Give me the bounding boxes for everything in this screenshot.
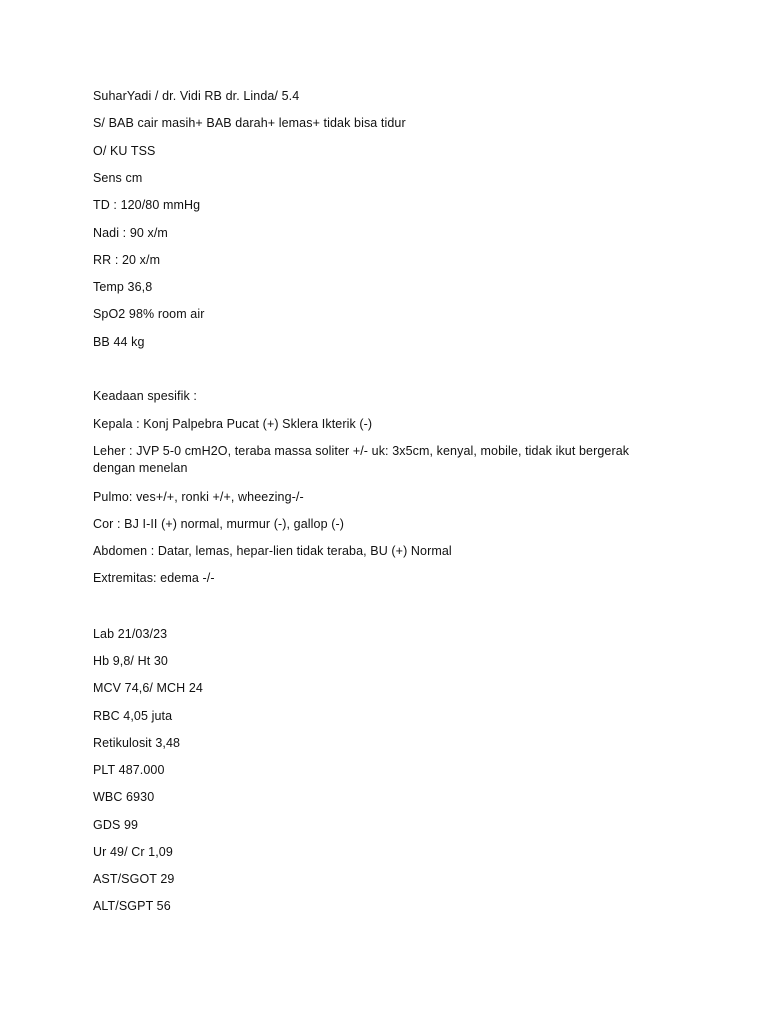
vital-bb: BB 44 kg [93, 335, 145, 349]
exam-kepala: Kepala : Konj Palpebra Pucat (+) Sklera Ikterik (-) [93, 417, 373, 431]
lab-rbc: RBC 4,05 juta [93, 709, 173, 723]
subjective-line: S/ BAB cair masih+ BAB darah+ lemas+ tidak bisa tidur [93, 116, 406, 130]
header-line: SuharYadi / dr. Vidi RB dr. Linda/ 5.4 [93, 89, 300, 103]
objective-sens: Sens cm [93, 171, 143, 185]
lab-hb-ht: Hb 9,8/ Ht 30 [93, 654, 168, 668]
exam-leher: Leher : JVP 5-0 cmH2O, teraba massa soliter +/- uk: 3x5cm, kenyal, mobile, tidak ikut bergerak dengan menelan [93, 444, 630, 475]
lab-mcv-mch: MCV 74,6/ MCH 24 [93, 681, 203, 695]
lab-retikulosit: Retikulosit 3,48 [93, 736, 181, 750]
lab-plt: PLT 487.000 [93, 763, 165, 777]
exam-abdomen: Abdomen : Datar, lemas, hepar-lien tidak teraba, BU (+) Normal [93, 544, 452, 558]
exam-cor: Cor : BJ I-II (+) normal, murmur (-), gallop (-) [93, 517, 345, 531]
objective-ku: O/ KU TSS [93, 144, 156, 158]
lab-gds: GDS 99 [93, 818, 139, 832]
exam-pulmo: Pulmo: ves+/+, ronki +/+, wheezing-/- [93, 490, 304, 504]
specific-heading: Keadaan spesifik : [93, 389, 197, 403]
lab-ur-cr: Ur 49/ Cr 1,09 [93, 845, 173, 859]
lab-alt: ALT/SGPT 56 [93, 899, 171, 913]
lab-wbc: WBC 6930 [93, 790, 155, 804]
vital-rr: RR : 20 x/m [93, 253, 161, 267]
vital-td: TD : 120/80 mmHg [93, 198, 201, 212]
vital-spo2: SpO2 98% room air [93, 307, 205, 321]
lab-ast: AST/SGOT 29 [93, 872, 175, 886]
exam-extremitas: Extremitas: edema -/- [93, 571, 215, 585]
lab-date: Lab 21/03/23 [93, 627, 168, 641]
vital-nadi: Nadi : 90 x/m [93, 226, 168, 240]
vital-temp: Temp 36,8 [93, 280, 153, 294]
